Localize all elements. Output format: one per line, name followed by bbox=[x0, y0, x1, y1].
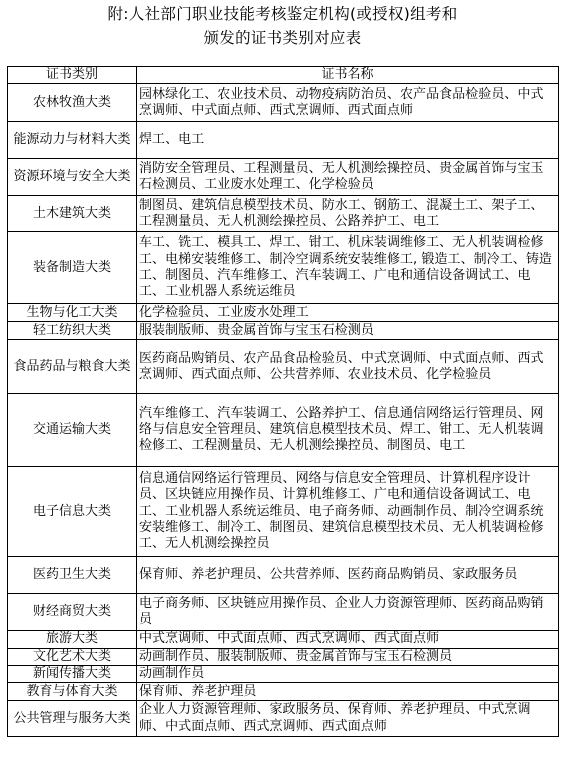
certificate-names-cell: 制图员、建筑信息模型技术员、防水工、钢筋工、混凝土工、架子工、工程测量员、无人机测绘操控员、公路养护工、电工 bbox=[137, 196, 559, 232]
category-cell: 医药卫生大类 bbox=[8, 557, 137, 594]
category-cell: 能源动力与材料大类 bbox=[8, 122, 137, 159]
table-row bbox=[8, 701, 559, 737]
table-row bbox=[8, 340, 559, 394]
category-cell: 旅游大类 bbox=[8, 631, 137, 648]
category-cell: 电子信息大类 bbox=[8, 467, 137, 557]
table-row bbox=[8, 322, 559, 340]
certificate-names-cell: 动画制作员、服装制版师、贵金属首饰与宝玉石检测员 bbox=[137, 648, 559, 665]
certificate-names-cell: 服装制版师、贵金属首饰与宝玉石检测员 bbox=[137, 322, 559, 340]
table-row bbox=[8, 122, 559, 159]
table-row bbox=[8, 594, 559, 631]
page-title-line-2: 颁发的证书类别对应表 bbox=[203, 29, 362, 47]
table-row bbox=[8, 84, 559, 122]
certificate-names-cell: 焊工、电工 bbox=[137, 122, 559, 159]
table-header-row bbox=[8, 67, 559, 84]
table-row bbox=[8, 196, 559, 232]
header-category: 证书类别 bbox=[8, 67, 137, 84]
table-row bbox=[8, 467, 559, 557]
certificate-names-cell: 动画制作员 bbox=[137, 665, 559, 682]
certificate-names-cell: 中式烹调师、中式面点师、西式烹调师、西式面点师 bbox=[137, 631, 559, 648]
header-certificate-names: 证书名称 bbox=[137, 67, 559, 84]
certificate-category-table bbox=[7, 66, 559, 737]
table-row bbox=[8, 394, 559, 467]
certificate-names-cell: 消防安全管理员、工程测量员、无人机测绘操控员、贵金属首饰与宝玉石检测员、工业废水处理工、化学检验员 bbox=[137, 159, 559, 196]
certificate-names-cell: 化学检验员、工业废水处理工 bbox=[137, 304, 559, 322]
table-row bbox=[8, 232, 559, 304]
category-cell: 资源环境与安全大类 bbox=[8, 159, 137, 196]
certificate-names-cell: 电子商务师、区块链应用操作员、企业人力资源管理师、医药商品购销员 bbox=[137, 594, 559, 631]
page-title-line-1: 附:人社部门职业技能考核鉴定机构(或授权)组考和 bbox=[107, 5, 458, 23]
certificate-names-cell: 保育师、养老护理员 bbox=[137, 683, 559, 701]
category-cell: 土木建筑大类 bbox=[8, 196, 137, 232]
table-row bbox=[8, 631, 559, 648]
category-cell: 财经商贸大类 bbox=[8, 594, 137, 631]
certificate-names-cell: 车工、铣工、模具工、焊工、钳工、机床装调维修工、无人机装调检修工、电梯安装维修工、制冷空调系统安装维修工, 锻造工、制冷工、铸造工、制图员、汽车维修工、汽车装调工、广电和通信设备调试工、电工、工业机器人系统运维员 bbox=[137, 232, 559, 304]
category-cell: 生物与化工大类 bbox=[8, 304, 137, 322]
certificate-names-cell: 企业人力资源管理师、家政服务员、保育师、养老护理员、中式烹调师、中式面点师、西式烹调师、西式面点师 bbox=[137, 701, 559, 737]
table-row bbox=[8, 648, 559, 665]
category-cell: 轻工纺织大类 bbox=[8, 322, 137, 340]
table-row bbox=[8, 304, 559, 322]
category-cell: 交通运输大类 bbox=[8, 394, 137, 467]
certificate-names-cell: 园林绿化工、农业技术员、动物疫病防治员、农产品食品检验员、中式烹调师、中式面点师、西式烹调师、西式面点师 bbox=[137, 84, 559, 122]
category-cell: 新闻传播大类 bbox=[8, 665, 137, 682]
certificate-names-cell: 医药商品购销员、农产品食品检验员、中式烹调师、中式面点师、西式烹调师、西式面点师、公共营养师、农业技术员、化学检验员 bbox=[137, 340, 559, 394]
table-row bbox=[8, 557, 559, 594]
category-cell: 食品药品与粮食大类 bbox=[8, 340, 137, 394]
category-cell: 教育与体育大类 bbox=[8, 683, 137, 701]
table-row bbox=[8, 159, 559, 196]
category-cell: 农林牧渔大类 bbox=[8, 84, 137, 122]
table-row bbox=[8, 683, 559, 701]
certificate-names-cell: 汽车维修工、汽车装调工、公路养护工、信息通信网络运行管理员、网络与信息安全管理员、建筑信息模型技术员、焊工、钳工、无人机装调检修工、工程测量员、无人机测绘操控员、制图员、电工 bbox=[137, 394, 559, 467]
category-cell: 公共管理与服务大类 bbox=[8, 701, 137, 737]
category-cell: 文化艺术大类 bbox=[8, 648, 137, 665]
page-title bbox=[0, 2, 565, 50]
certificate-names-cell: 信息通信网络运行管理员、网络与信息安全管理员、计算机程序设计员、区块链应用操作员、计算机维修工、广电和通信设备调试工、电工、工业机器人系统运维员、电子商务师、动画制作员、制冷空调系统安装维修工、制冷工、制图员、建筑信息模型技术员、无人机装调检修工、无人机测绘操控员 bbox=[137, 467, 559, 557]
table-row bbox=[8, 665, 559, 682]
certificate-names-cell: 保育师、养老护理员、公共营养师、医药商品购销员、家政服务员 bbox=[137, 557, 559, 594]
category-cell: 装备制造大类 bbox=[8, 232, 137, 304]
